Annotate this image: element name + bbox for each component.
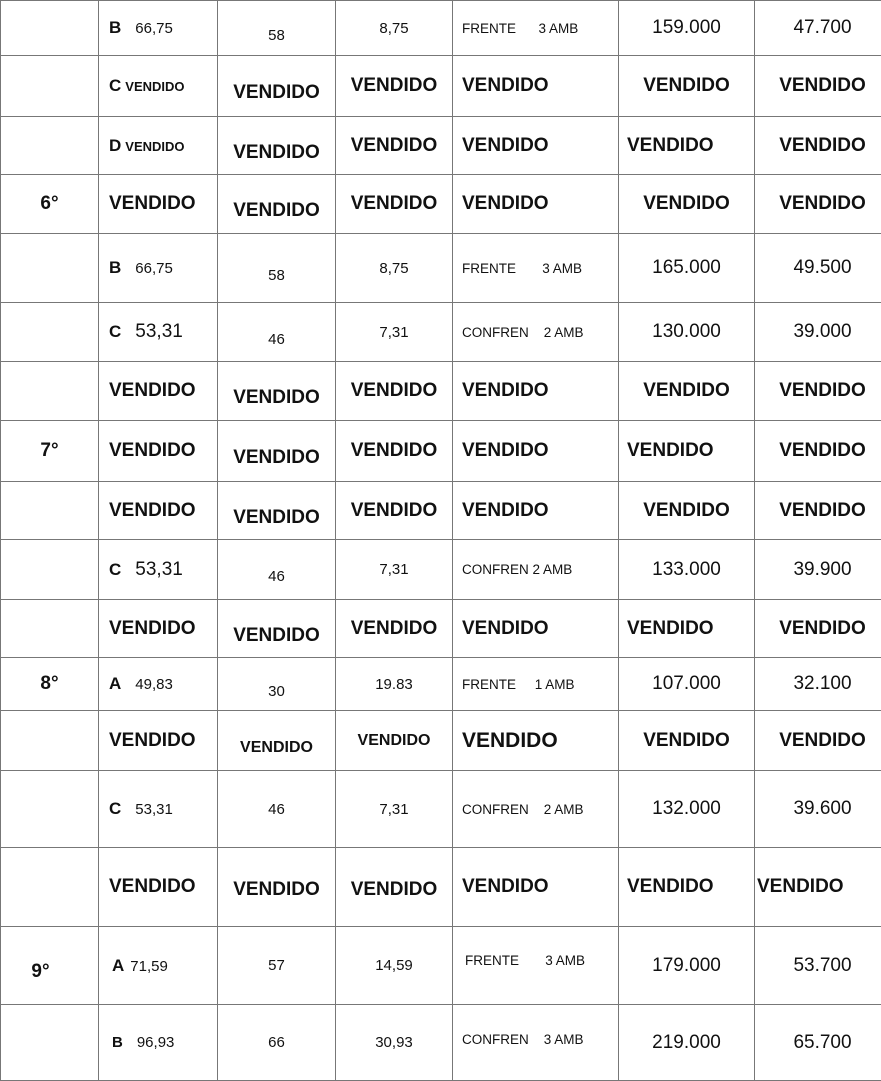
advance-cell: 47.700 bbox=[755, 1, 881, 56]
type-cell: CONFREN 3 AMB bbox=[453, 1005, 619, 1081]
covered-m2-cell: VENDIDO bbox=[218, 848, 336, 927]
type-cell: FRENTE 3 AMB bbox=[453, 1, 619, 56]
uncovered-m2-cell: VENDIDO bbox=[336, 600, 453, 658]
floor-cell: 6° bbox=[1, 175, 99, 234]
floor-cell bbox=[1, 234, 99, 303]
advance-cell: 32.100 bbox=[755, 658, 881, 711]
price-cell: VENDIDO bbox=[619, 421, 755, 482]
unit-size: VENDIDO bbox=[109, 730, 196, 751]
covered-m2-cell: VENDIDO bbox=[218, 482, 336, 540]
table-row bbox=[1, 540, 881, 600]
floor-cell bbox=[1, 771, 99, 848]
uncovered-m2-cell: 8,75 bbox=[336, 1, 453, 56]
advance-cell: VENDIDO bbox=[755, 56, 881, 117]
floor-cell bbox=[1, 600, 99, 658]
table-row bbox=[1, 175, 881, 234]
type-cell: FRENTE 1 AMB bbox=[453, 658, 619, 711]
advance-cell: VENDIDO bbox=[755, 848, 881, 927]
unit-size: 71,59 bbox=[130, 958, 168, 975]
floor-cell: 8° bbox=[1, 658, 99, 711]
uncovered-m2-cell: VENDIDO bbox=[336, 56, 453, 117]
uncovered-m2-cell: 14,59 bbox=[336, 927, 453, 1005]
advance-cell: 65.700 bbox=[755, 1005, 881, 1081]
unit-letter: C bbox=[109, 799, 121, 818]
price-cell: 107.000 bbox=[619, 658, 755, 711]
table-row bbox=[1, 1005, 881, 1081]
uncovered-m2-cell: 8,75 bbox=[336, 234, 453, 303]
uncovered-m2-cell: 7,31 bbox=[336, 771, 453, 848]
unit-size: 49,83 bbox=[135, 676, 173, 693]
price-cell: 133.000 bbox=[619, 540, 755, 600]
advance-cell: VENDIDO bbox=[755, 711, 881, 771]
type-cell: FRENTE 3 AMB bbox=[453, 927, 619, 1005]
table-row bbox=[1, 482, 881, 540]
uncovered-m2-cell: VENDIDO bbox=[336, 421, 453, 482]
price-cell: VENDIDO bbox=[619, 711, 755, 771]
unit-size: 66,75 bbox=[135, 20, 173, 37]
unit-letter: B bbox=[109, 18, 121, 37]
type-cell: CONFREN 2 AMB bbox=[453, 540, 619, 600]
unit-size: VENDIDO bbox=[109, 500, 196, 521]
advance-cell: 53.700 bbox=[755, 927, 881, 1005]
type-cell: VENDIDO bbox=[453, 848, 619, 927]
price-cell: 179.000 bbox=[619, 927, 755, 1005]
uncovered-m2-cell: VENDIDO bbox=[336, 175, 453, 234]
uncovered-m2-cell: 30,93 bbox=[336, 1005, 453, 1081]
unit-letter: C bbox=[109, 560, 121, 579]
advance-cell: VENDIDO bbox=[755, 175, 881, 234]
covered-m2-cell: 30 bbox=[218, 658, 336, 711]
covered-m2-cell: VENDIDO bbox=[218, 175, 336, 234]
unit-size: 53,31 bbox=[135, 559, 183, 580]
type-cell: VENDIDO bbox=[453, 56, 619, 117]
price-cell: VENDIDO bbox=[619, 848, 755, 927]
unit-cell bbox=[99, 1, 218, 56]
advance-cell: VENDIDO bbox=[755, 600, 881, 658]
price-cell: VENDIDO bbox=[619, 482, 755, 540]
unit-size: VENDIDO bbox=[109, 876, 196, 897]
unit-size: 53,31 bbox=[135, 801, 173, 818]
unit-cell bbox=[99, 540, 218, 600]
price-cell: 159.000 bbox=[619, 1, 755, 56]
unit-cell bbox=[99, 848, 218, 927]
floor-cell bbox=[1, 711, 99, 771]
uncovered-m2-cell: 19.83 bbox=[336, 658, 453, 711]
unit-letter: A bbox=[109, 674, 121, 693]
advance-cell: 39.900 bbox=[755, 540, 881, 600]
unit-size: VENDIDO bbox=[125, 79, 184, 94]
uncovered-m2-cell: VENDIDO bbox=[336, 117, 453, 175]
covered-m2-cell: VENDIDO bbox=[218, 711, 336, 771]
floor-cell bbox=[1, 540, 99, 600]
covered-m2-cell: VENDIDO bbox=[218, 56, 336, 117]
unit-cell bbox=[99, 658, 218, 711]
floor-cell bbox=[1, 482, 99, 540]
advance-cell: 39.000 bbox=[755, 303, 881, 362]
unit-size: 96,93 bbox=[137, 1034, 175, 1051]
advance-cell: VENDIDO bbox=[755, 117, 881, 175]
unit-cell bbox=[99, 482, 218, 540]
type-cell: VENDIDO bbox=[453, 117, 619, 175]
table-row bbox=[1, 600, 881, 658]
type-cell: VENDIDO bbox=[453, 600, 619, 658]
floor-cell bbox=[1, 848, 99, 927]
table-row bbox=[1, 421, 881, 482]
floor-cell bbox=[1, 56, 99, 117]
floor-cell: 9° bbox=[1, 927, 99, 1005]
unit-size: 66,75 bbox=[135, 260, 173, 277]
covered-m2-cell: VENDIDO bbox=[218, 362, 336, 421]
table-row bbox=[1, 658, 881, 711]
unit-letter: C bbox=[109, 322, 121, 341]
advance-cell: VENDIDO bbox=[755, 362, 881, 421]
price-cell: VENDIDO bbox=[619, 175, 755, 234]
unit-cell bbox=[99, 421, 218, 482]
advance-cell: VENDIDO bbox=[755, 421, 881, 482]
covered-m2-cell: 46 bbox=[218, 540, 336, 600]
unit-size: VENDIDO bbox=[125, 139, 184, 154]
unit-cell bbox=[99, 175, 218, 234]
unit-size: VENDIDO bbox=[109, 193, 196, 214]
advance-cell: 39.600 bbox=[755, 771, 881, 848]
floor-cell bbox=[1, 117, 99, 175]
table-row bbox=[1, 927, 881, 1005]
unit-cell bbox=[99, 927, 218, 1005]
table-row bbox=[1, 1, 881, 56]
table-row bbox=[1, 303, 881, 362]
unit-letter: A bbox=[112, 956, 124, 975]
floor-cell bbox=[1, 1, 99, 56]
uncovered-m2-cell: 7,31 bbox=[336, 303, 453, 362]
covered-m2-cell: VENDIDO bbox=[218, 421, 336, 482]
unit-cell bbox=[99, 711, 218, 771]
unit-cell bbox=[99, 56, 218, 117]
type-cell: FRENTE 3 AMB bbox=[453, 234, 619, 303]
table-row bbox=[1, 362, 881, 421]
unit-size: 53,31 bbox=[135, 321, 183, 342]
table-row bbox=[1, 234, 881, 303]
covered-m2-cell: 66 bbox=[218, 1005, 336, 1081]
unit-size: VENDIDO bbox=[109, 618, 196, 639]
floor-cell: 7° bbox=[1, 421, 99, 482]
price-cell: VENDIDO bbox=[619, 56, 755, 117]
covered-m2-cell: VENDIDO bbox=[218, 600, 336, 658]
unit-cell bbox=[99, 303, 218, 362]
unit-letter: C bbox=[109, 76, 121, 95]
uncovered-m2-cell: VENDIDO bbox=[336, 848, 453, 927]
uncovered-m2-cell: VENDIDO bbox=[336, 362, 453, 421]
unit-cell bbox=[99, 771, 218, 848]
unit-cell bbox=[99, 362, 218, 421]
floor-cell bbox=[1, 303, 99, 362]
price-cell: 130.000 bbox=[619, 303, 755, 362]
type-cell: VENDIDO bbox=[453, 711, 619, 771]
unit-letter: D bbox=[109, 136, 121, 155]
unit-letter: B bbox=[109, 258, 121, 277]
unit-size: VENDIDO bbox=[109, 440, 196, 461]
advance-cell: VENDIDO bbox=[755, 482, 881, 540]
covered-m2-cell: 58 bbox=[218, 1, 336, 56]
type-cell: VENDIDO bbox=[453, 362, 619, 421]
price-cell: 165.000 bbox=[619, 234, 755, 303]
type-cell: CONFREN 2 AMB bbox=[453, 771, 619, 848]
advance-cell: 49.500 bbox=[755, 234, 881, 303]
unit-size: VENDIDO bbox=[109, 380, 196, 401]
table-row bbox=[1, 848, 881, 927]
covered-m2-cell: VENDIDO bbox=[218, 117, 336, 175]
unit-cell bbox=[99, 600, 218, 658]
price-cell: 132.000 bbox=[619, 771, 755, 848]
type-cell: VENDIDO bbox=[453, 175, 619, 234]
type-cell: CONFREN 2 AMB bbox=[453, 303, 619, 362]
covered-m2-cell: 58 bbox=[218, 234, 336, 303]
covered-m2-cell: 46 bbox=[218, 303, 336, 362]
floor-cell bbox=[1, 1005, 99, 1081]
covered-m2-cell: 57 bbox=[218, 927, 336, 1005]
floor-cell bbox=[1, 362, 99, 421]
unit-letter: B bbox=[112, 1034, 123, 1051]
table-row bbox=[1, 56, 881, 117]
unit-cell bbox=[99, 234, 218, 303]
table-row bbox=[1, 771, 881, 848]
uncovered-m2-cell: VENDIDO bbox=[336, 711, 453, 771]
price-cell: VENDIDO bbox=[619, 600, 755, 658]
table-row bbox=[1, 117, 881, 175]
price-cell: VENDIDO bbox=[619, 117, 755, 175]
uncovered-m2-cell: VENDIDO bbox=[336, 482, 453, 540]
type-cell: VENDIDO bbox=[453, 482, 619, 540]
uncovered-m2-cell: 7,31 bbox=[336, 540, 453, 600]
table-row bbox=[1, 711, 881, 771]
covered-m2-cell: 46 bbox=[218, 771, 336, 848]
unit-cell bbox=[99, 1005, 218, 1081]
unit-cell bbox=[99, 117, 218, 175]
price-cell: 219.000 bbox=[619, 1005, 755, 1081]
price-cell: VENDIDO bbox=[619, 362, 755, 421]
type-cell: VENDIDO bbox=[453, 421, 619, 482]
